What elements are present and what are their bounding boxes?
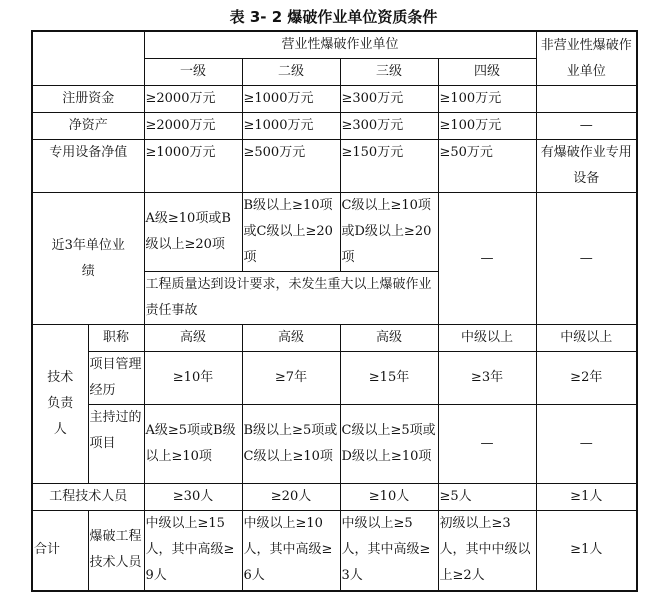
tech-lead-experience-level-3: ≥15年 [340, 352, 438, 405]
total-noncommercial: ≥1人 [536, 511, 637, 591]
tech-lead-projects-noncommercial: — [536, 405, 637, 484]
header-commercial: 营业性爆破作业单位 [144, 31, 536, 59]
net-assets-level-4: ≥100万元 [438, 113, 536, 140]
equipment-level-1: ≥1000万元 [144, 140, 242, 193]
tech-lead-title-level-1: 高级 [144, 325, 242, 352]
tech-lead-experience-label: 项目管理经历 [88, 352, 144, 405]
tech-lead-projects-level-4: — [438, 405, 536, 484]
total-level-1: 中级以上≥15人，其中高级≥9人 [144, 511, 242, 591]
equipment-noncommercial: 有爆破作业专用设备 [536, 140, 637, 193]
net-assets-level-2: ≥1000万元 [242, 113, 340, 140]
tech-lead-experience-level-2: ≥7年 [242, 352, 340, 405]
performance-level-3: C级以上≥10项或D级以上≥20项 [340, 193, 438, 272]
tech-lead-title-level-4: 中级以上 [438, 325, 536, 352]
performance-level-1: A级≥10项或B级以上≥20项 [144, 193, 242, 272]
equipment-level-3: ≥150万元 [340, 140, 438, 193]
engineers-level-1: ≥30人 [144, 484, 242, 511]
header-noncommercial: 非营业性爆破作业单位 [536, 31, 637, 86]
total-level-3: 中级以上≥5人，其中高级≥3人 [340, 511, 438, 591]
registered-capital-level-4: ≥100万元 [438, 86, 536, 113]
header-level-3: 三级 [340, 59, 438, 86]
tech-lead-projects-level-1: A级≥5项或B级以上≥10项 [144, 405, 242, 484]
engineers-noncommercial: ≥1人 [536, 484, 637, 511]
tech-lead-title-level-3: 高级 [340, 325, 438, 352]
registered-capital-level-3: ≥300万元 [340, 86, 438, 113]
tech-lead-title-level-2: 高级 [242, 325, 340, 352]
tech-lead-projects-level-2: B级以上≥5项或C级以上≥10项 [242, 405, 340, 484]
tech-lead-projects-label: 主持过的项目 [88, 405, 144, 484]
tech-lead-title-label: 职称 [88, 325, 144, 352]
engineers-level-2: ≥20人 [242, 484, 340, 511]
engineers-level-4: ≥5人 [438, 484, 536, 511]
tech-lead-title-noncommercial: 中级以上 [536, 325, 637, 352]
tech-lead-experience-level-4: ≥3年 [438, 352, 536, 405]
row-label-net-assets: 净资产 [32, 113, 144, 140]
total-level-4: 初级以上≥3人，其中中级以上≥2人 [438, 511, 536, 591]
tech-lead-experience-level-1: ≥10年 [144, 352, 242, 405]
performance-quality: 工程质量达到设计要求，未发生重大以上爆破作业责任事故 [144, 272, 438, 325]
row-label-engineers: 工程技术人员 [32, 484, 144, 511]
registered-capital-level-2: ≥1000万元 [242, 86, 340, 113]
registered-capital-level-1: ≥2000万元 [144, 86, 242, 113]
header-level-4: 四级 [438, 59, 536, 86]
table-title: 表 3- 2 爆破作业单位资质条件 [229, 8, 438, 26]
row-label-tech-lead: 技术负责人 [32, 325, 88, 484]
total-level-2: 中级以上≥10人，其中高级≥6人 [242, 511, 340, 591]
performance-level-4: — [438, 193, 536, 325]
row-label-performance: 近3年单位业绩 [32, 193, 144, 325]
net-assets-level-1: ≥2000万元 [144, 113, 242, 140]
tech-lead-projects-level-3: C级以上≥5项或D级以上≥10项 [340, 405, 438, 484]
performance-noncommercial: — [536, 193, 637, 325]
engineers-level-3: ≥10人 [340, 484, 438, 511]
net-assets-noncommercial: — [536, 113, 637, 140]
row-label-total: 合计 [32, 511, 88, 591]
equipment-level-2: ≥500万元 [242, 140, 340, 193]
row-label-equipment: 专用设备净值 [32, 140, 144, 193]
registered-capital-noncommercial [536, 86, 637, 113]
corner-cell [32, 31, 144, 86]
net-assets-level-3: ≥300万元 [340, 113, 438, 140]
tech-lead-experience-noncommercial: ≥2年 [536, 352, 637, 405]
performance-level-2: B级以上≥10项或C级以上≥20项 [242, 193, 340, 272]
header-level-2: 二级 [242, 59, 340, 86]
equipment-level-4: ≥50万元 [438, 140, 536, 193]
header-level-1: 一级 [144, 59, 242, 86]
row-label-registered-capital: 注册资金 [32, 86, 144, 113]
qualification-table [31, 30, 638, 592]
total-sub-label: 爆破工程技术人员 [88, 511, 144, 591]
